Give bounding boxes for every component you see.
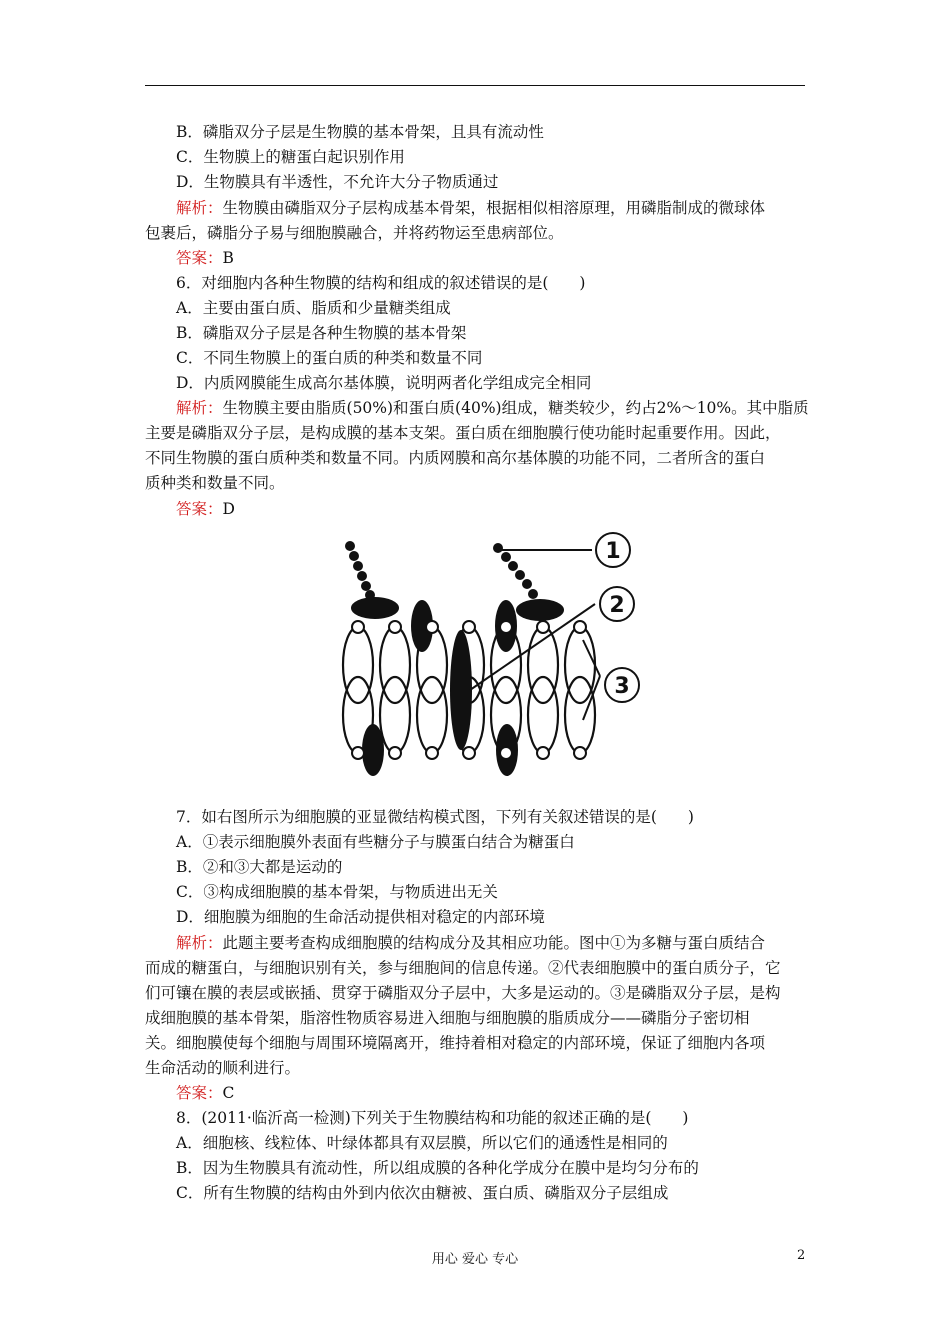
phospholipid-tail <box>528 627 558 703</box>
sugar-chain-bead <box>345 541 355 551</box>
phospholipid-tail <box>380 627 410 703</box>
option-text: B．②和③大都是运动的 <box>176 858 343 876</box>
phospholipid-head <box>463 747 475 759</box>
option-text: C．③构成细胞膜的基本骨架，与物质进出无关 <box>176 883 498 901</box>
transmembrane-protein <box>450 630 472 750</box>
phospholipid-head <box>389 621 401 633</box>
phospholipid-head <box>463 621 475 633</box>
sugar-chain-bead <box>365 590 375 600</box>
phospholipid-head <box>352 621 364 633</box>
option-text: C．生物膜上的糖蛋白起识别作用 <box>176 148 405 166</box>
explanation-line: 解析：生物膜由磷脂双分子层构成基本骨架，根据相似相溶原理，用磷脂制成的微球体 <box>176 199 766 217</box>
answer-line: 答案：D <box>176 500 235 518</box>
phospholipid-head <box>537 621 549 633</box>
question-stem: 7．如右图所示为细胞膜的亚显微结构模式图，下列有关叙述错误的是( ) <box>176 808 694 826</box>
sugar-chain-bead <box>361 581 371 591</box>
option-text: A．主要由蛋白质、脂质和少量糖类组成 <box>176 299 451 317</box>
label-number-2: 2 <box>609 593 625 618</box>
phospholipid-head <box>352 747 364 759</box>
explanation-line: 而成的糖蛋白，与细胞识别有关，参与细胞间的信息传递。②代表细胞膜中的蛋白质分子，它 <box>145 959 781 977</box>
phospholipid-tail <box>565 627 595 703</box>
leader-line-3b <box>583 676 600 720</box>
phospholipid-tail <box>380 677 410 753</box>
answer-label: 答案： <box>176 500 223 518</box>
sugar-chain-bead <box>508 561 518 571</box>
explanation-line: 解析：生物膜主要由脂质(50%)和蛋白质(40%)组成，糖类较少，约占2%～10%。其中脂质 <box>176 399 809 417</box>
phospholipid-head <box>389 747 401 759</box>
label-number-3: 3 <box>614 674 630 699</box>
explanation-line: 不同生物膜的蛋白质种类和数量不同。内质网膜和高尔基体膜的功能不同，二者所含的蛋白 <box>145 449 766 467</box>
answer-line: 答案：B <box>176 249 234 267</box>
sugar-chain-bead <box>349 551 359 561</box>
answer-label: 答案： <box>176 249 223 267</box>
sugar-chain-bead <box>501 552 511 562</box>
option-text: D．内质网膜能生成高尔基体膜，说明两者化学组成完全相同 <box>176 374 592 392</box>
phospholipid-tail <box>565 677 595 753</box>
option-text: D．细胞膜为细胞的生命活动提供相对稳定的内部环境 <box>176 908 545 926</box>
explanation-line: 解析：此题主要考查构成细胞膜的结构成分及其相应功能。图中①为多糖与蛋白质结合 <box>176 934 766 952</box>
phospholipid-head <box>426 621 438 633</box>
phospholipid-tail <box>417 677 447 753</box>
sugar-chain-bead <box>522 579 532 589</box>
option-text: A．细胞核、线粒体、叶绿体都具有双层膜，所以它们的通透性是相同的 <box>176 1134 668 1152</box>
leader-line-3a <box>583 640 600 676</box>
option-text: C．所有生物膜的结构由外到内依次由糖被、蛋白质、磷脂双分子层组成 <box>176 1184 669 1202</box>
peripheral-protein <box>351 597 399 619</box>
explanation-label: 解析： <box>176 399 223 417</box>
phospholipid-head <box>500 621 512 633</box>
label-number-1: 1 <box>605 539 621 564</box>
phospholipid-head <box>574 747 586 759</box>
peripheral-protein <box>516 599 564 621</box>
phospholipid-head <box>426 747 438 759</box>
sugar-chain-bead <box>528 589 538 599</box>
explanation-line: 包裹后，磷脂分子易与细胞膜融合，并将药物运至患病部位。 <box>145 224 564 242</box>
option-text: A．①表示细胞膜外表面有些糖分子与膜蛋白结合为糖蛋白 <box>176 833 575 851</box>
sugar-chain-bead <box>357 571 367 581</box>
page-number: 2 <box>797 1248 806 1263</box>
header-rule <box>145 85 805 86</box>
answer-line: 答案：C <box>176 1084 235 1102</box>
question-stem: 8．(2011·临沂高一检测)下列关于生物膜结构和功能的叙述正确的是( ) <box>176 1109 689 1127</box>
explanation-line: 们可镶在膜的表层或嵌插、贯穿于磷脂双分子层中，大多是运动的。③是磷脂双分子层，是构 <box>145 984 781 1002</box>
phospholipid-head <box>574 621 586 633</box>
phospholipid-head <box>537 747 549 759</box>
phospholipid-tail <box>528 677 558 753</box>
page-footer: 用心 爱心 专心 <box>431 1252 519 1267</box>
explanation-line: 生命活动的顺利进行。 <box>145 1059 301 1077</box>
embedded-protein <box>362 724 384 776</box>
sugar-chain-bead <box>515 570 525 580</box>
sugar-chain-bead <box>353 561 363 571</box>
question-stem: 6．对细胞内各种生物膜的结构和组成的叙述错误的是( ) <box>176 274 586 292</box>
explanation-line: 成细胞膜的基本骨架，脂溶性物质容易进入细胞与细胞膜的脂质成分——磷脂分子密切相 <box>145 1009 750 1027</box>
option-text: D．生物膜具有半透性，不允许大分子物质通过 <box>176 173 499 191</box>
option-text: B．磷脂双分子层是生物膜的基本骨架，且具有流动性 <box>176 123 544 141</box>
explanation-line: 质种类和数量不同。 <box>145 474 285 492</box>
cell-membrane-diagram <box>330 528 650 793</box>
phospholipid-tail <box>343 627 373 703</box>
answer-label: 答案： <box>176 1084 223 1102</box>
option-text: C．不同生物膜上的蛋白质的种类和数量不同 <box>176 349 483 367</box>
explanation-label: 解析： <box>176 199 223 217</box>
sugar-chain-bead <box>493 543 503 553</box>
option-text: B．因为生物膜具有流动性，所以组成膜的各种化学成分在膜中是均匀分布的 <box>176 1159 699 1177</box>
phospholipid-head <box>500 747 512 759</box>
explanation-line: 关。细胞膜使每个细胞与周围环境隔离开，维持着相对稳定的内部环境，保证了细胞内各项 <box>145 1034 766 1052</box>
explanation-label: 解析： <box>176 934 223 952</box>
explanation-line: 主要是磷脂双分子层，是构成膜的基本支架。蛋白质在细胞膜行使功能时起重要作用。因此， <box>145 424 781 442</box>
option-text: B．磷脂双分子层是各种生物膜的基本骨架 <box>176 324 467 342</box>
